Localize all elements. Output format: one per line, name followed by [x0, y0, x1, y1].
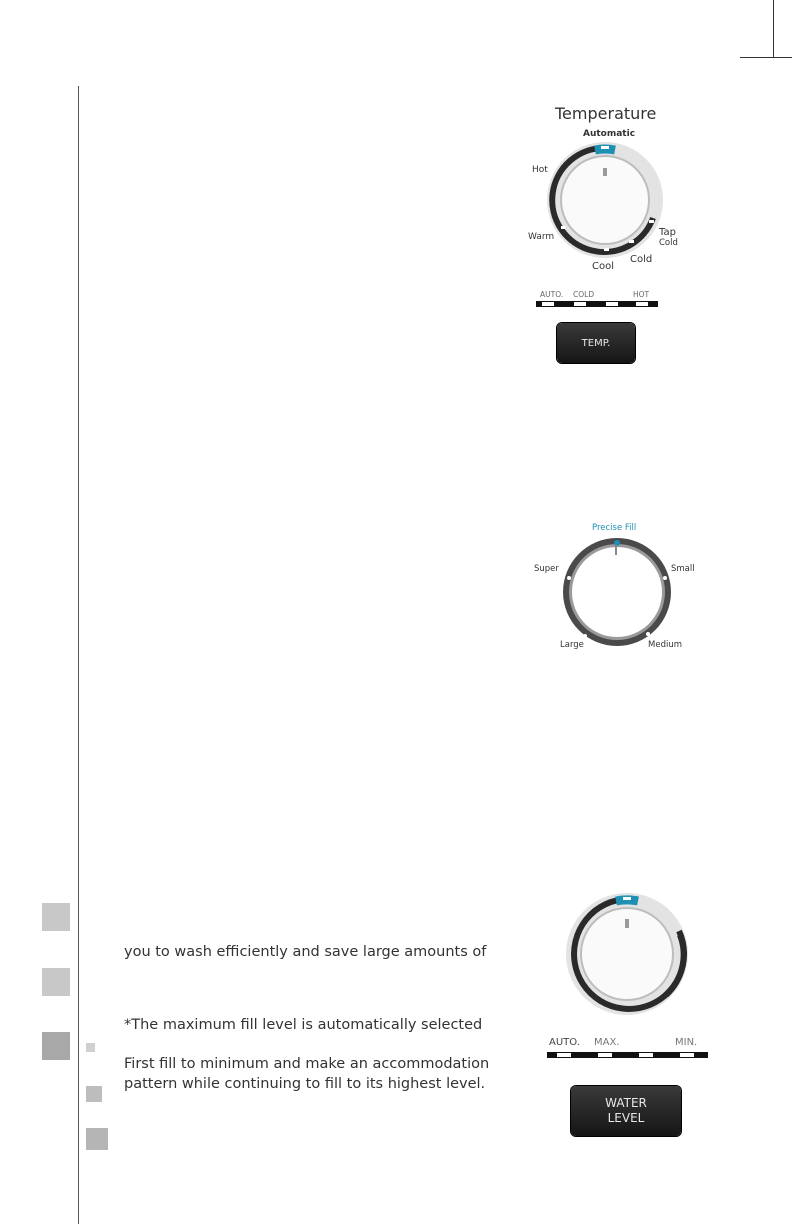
- water-level-dial[interactable]: [564, 891, 690, 1017]
- temp-indicator-bar: [536, 301, 658, 307]
- fill-label-precise-fill: Precise Fill: [592, 523, 637, 533]
- level-indicator-min: MIN.: [675, 1037, 698, 1048]
- water-level-button-line2: LEVEL: [607, 1111, 645, 1125]
- indicator-led: [574, 302, 586, 306]
- fill-label-super: Super: [534, 564, 559, 574]
- indicator-led: [639, 1053, 653, 1057]
- body-text-line: you to wash efficiently and save large amounts of: [124, 944, 487, 960]
- temp-button[interactable]: [557, 323, 635, 363]
- fill-label-small: Small: [671, 564, 695, 574]
- indicator-led: [636, 302, 648, 306]
- fill-label-medium: Medium: [648, 640, 682, 650]
- temperature-dial[interactable]: [545, 140, 665, 260]
- body-text-line: First fill to minimum and make an accommodation: [124, 1056, 490, 1072]
- bullet-square: [86, 1128, 108, 1150]
- margin-rule: [78, 86, 79, 1224]
- water-fill-dial[interactable]: [560, 535, 674, 649]
- body-text-line: *The maximum fill level is automatically selected: [124, 1017, 483, 1033]
- fill-label-large: Large: [560, 640, 584, 650]
- temperature-title: Temperature: [555, 104, 657, 123]
- indicator-led: [606, 302, 618, 306]
- temp-label-tap-cold: Cold: [659, 238, 678, 248]
- water-level-button-line1: WATER: [605, 1096, 647, 1110]
- crop-mark: [740, 57, 792, 58]
- body-text-line: pattern while continuing to fill to its highest level.: [124, 1076, 486, 1092]
- temp-button-label: TEMP.: [581, 337, 611, 349]
- temp-indicator-hot: HOT: [633, 290, 650, 299]
- margin-tab: [42, 968, 70, 996]
- bullet-square: [86, 1043, 95, 1052]
- water-level-button[interactable]: [571, 1086, 681, 1136]
- margin-tab: [42, 1032, 70, 1060]
- temp-indicator-cold: COLD: [573, 290, 595, 299]
- level-indicator-max: MAX.: [594, 1037, 620, 1048]
- crop-mark: [773, 0, 774, 58]
- indicator-led: [598, 1053, 612, 1057]
- temp-label-warm: Warm: [528, 232, 555, 242]
- indicator-led: [557, 1053, 571, 1057]
- temp-label-automatic: Automatic: [583, 129, 636, 139]
- margin-tab: [42, 903, 70, 931]
- level-indicator-auto: AUTO.: [549, 1037, 580, 1048]
- temp-label-cool: Cool: [592, 261, 614, 272]
- bullet-square: [86, 1086, 102, 1102]
- temp-label-hot: Hot: [532, 165, 548, 175]
- temp-label-cold: Cold: [630, 254, 653, 265]
- indicator-led: [542, 302, 554, 306]
- indicator-led: [680, 1053, 694, 1057]
- temp-label-tap: Tap: [659, 227, 676, 238]
- temp-indicator-auto: AUTO.: [540, 290, 564, 299]
- level-indicator-bar: [547, 1052, 708, 1058]
